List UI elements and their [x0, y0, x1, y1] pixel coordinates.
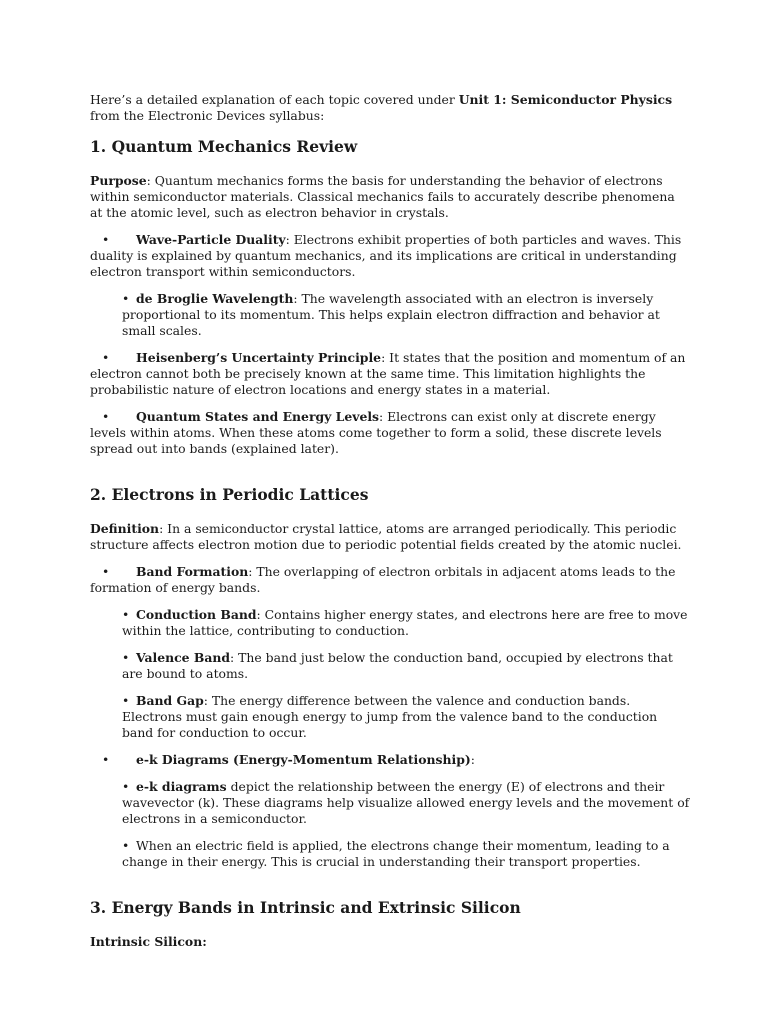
purpose-label: Purpose — [90, 173, 147, 188]
purpose-text: : Quantum mechanics forms the basis for understanding the behavior of electrons within semiconductor materials. Classical mechanics fails to accurately describe phenomena at the atomic level, such as electron behavior in crystals. — [90, 173, 675, 220]
bullet-icon: • — [122, 650, 130, 665]
bullet-icon: • — [102, 232, 110, 247]
item-text: : Contains higher energy states, and electrons here are free to move within the lattice, contributing to conduction. — [122, 607, 688, 638]
item-text: : The energy difference between the valence and conduction bands. Electrons must gain enough energy to jump from the valence band to the conduction band for conduction to occur. — [122, 693, 658, 740]
item-term: Wave-Particle Duality — [136, 232, 286, 247]
definition-label: Definition — [90, 521, 160, 536]
intro-text-start: Here’s a detailed explanation of each topic covered under — [90, 92, 459, 107]
bullet-icon: • — [122, 291, 130, 306]
list-item-heisenberg — [90, 350, 690, 398]
item-term: Band Gap — [136, 693, 204, 708]
bullet-icon: • — [122, 779, 130, 794]
intrinsic-silicon-label: Intrinsic Silicon: — [90, 934, 207, 949]
list-item-ek-diagrams — [122, 779, 690, 827]
definition-text: : In a semiconductor crystal lattice, atoms are arranged periodically. This periodic structure affects electron motion due to periodic potential fields created by the atomic nuclei. — [90, 521, 682, 552]
item-text: : Electrons can exist only at discrete energy levels within atoms. When these atoms come together to form a solid, these discrete levels spread out into bands (explained later). — [90, 409, 662, 456]
item-term: e-k Diagrams (Energy-Momentum Relationship) — [136, 752, 471, 767]
item-text: : Electrons exhibit properties of both particles and waves. This duality is explained by quantum mechanics, and its implications are critical in understanding electron transport within semiconductors. — [90, 232, 682, 279]
list-item-band-gap — [122, 693, 690, 741]
item-text: : The overlapping of electron orbitals in adjacent atoms leads to the formation of energy bands. — [90, 564, 676, 595]
bullet-icon: • — [102, 752, 110, 767]
section-heading-energy-bands: 3. Energy Bands in Intrinsic and Extrinsic Silicon — [90, 898, 521, 917]
bullet-icon: • — [122, 607, 130, 622]
list-item-conduction-band — [122, 607, 690, 639]
list-item-ek-diagrams-heading — [90, 752, 690, 768]
item-text: : — [470, 752, 475, 767]
item-term: e-k diagrams — [136, 779, 227, 794]
purpose-paragraph — [90, 173, 690, 221]
list-item-de-broglie — [122, 291, 690, 339]
bullet-icon: • — [122, 693, 130, 708]
intro-unit-title: Unit 1: Semiconductor Physics — [458, 92, 673, 107]
item-text: depict the relationship between the energy (E) of electrons and their wavevector (k). These diagrams help visualize allowed energy levels and the movement of electrons in a semiconductor. — [122, 779, 690, 826]
intrinsic-silicon-paragraph — [90, 934, 690, 950]
bullet-icon: • — [122, 838, 130, 853]
list-item-valence-band — [122, 650, 690, 682]
item-term: de Broglie Wavelength — [136, 291, 294, 306]
section-heading-quantum-mechanics: 1. Quantum Mechanics Review — [90, 137, 358, 156]
item-text: : It states that the position and momentum of an electron cannot both be precisely known at the same time. This limitation highlights the probabilistic nature of electron locations and energy states in a material. — [90, 350, 686, 397]
section-heading-periodic-lattices: 2. Electrons in Periodic Lattices — [90, 485, 369, 504]
item-term: Conduction Band — [136, 607, 257, 622]
bullet-icon: • — [102, 409, 110, 424]
item-term: Quantum States and Energy Levels — [136, 409, 380, 424]
bullet-icon: • — [102, 564, 110, 579]
item-term: Valence Band — [136, 650, 231, 665]
item-text: When an electric field is applied, the electrons change their momentum, leading to a change in their energy. This is crucial in understanding their transport properties. — [122, 838, 670, 869]
bullet-icon: • — [102, 350, 110, 365]
intro-paragraph — [90, 92, 690, 124]
definition-paragraph — [90, 521, 690, 553]
list-item-band-formation — [90, 564, 690, 596]
item-term: Heisenberg’s Uncertainty Principle — [136, 350, 382, 365]
list-item-wave-particle — [90, 232, 690, 280]
item-text: : The wavelength associated with an electron is inversely proportional to its momentum. This helps explain electron diffraction and behavior at small scales. — [122, 291, 660, 338]
list-item-electric-field — [122, 838, 690, 870]
list-item-quantum-states — [90, 409, 690, 457]
item-text: : The band just below the conduction band, occupied by electrons that are bound to atoms. — [122, 650, 673, 681]
intro-text-end: from the Electronic Devices syllabus: — [90, 108, 325, 123]
item-term: Band Formation — [136, 564, 249, 579]
document-page — [90, 92, 690, 961]
